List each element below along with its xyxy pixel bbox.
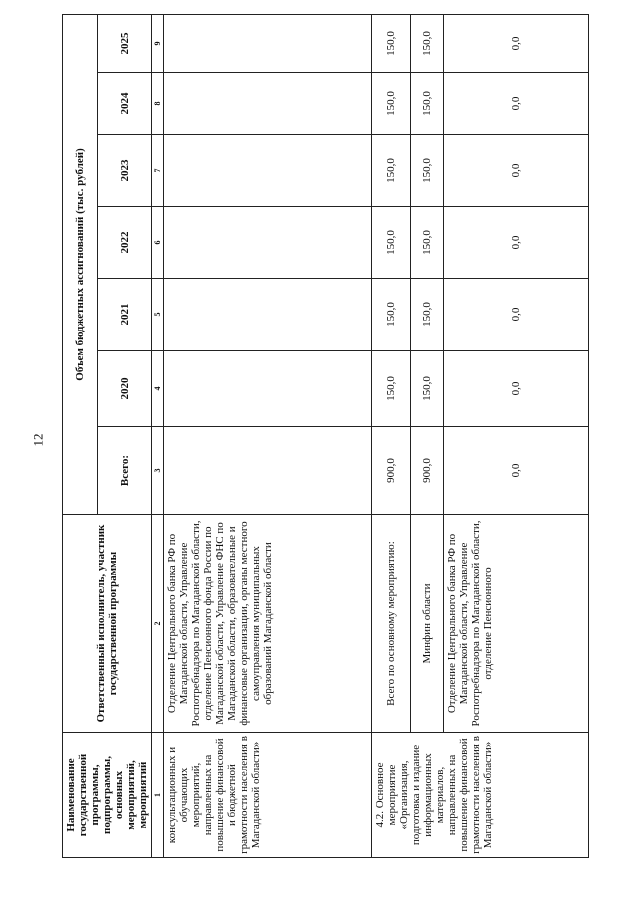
value-cell: 0,0 <box>444 207 589 279</box>
value-cell: 900,0 <box>372 427 411 515</box>
value-cell <box>164 427 372 515</box>
column-number: 2 <box>152 515 164 733</box>
value-cell: 0,0 <box>444 427 589 515</box>
header-year-2021: 2021 <box>98 279 152 351</box>
value-cell: 150,0 <box>372 135 411 207</box>
header-year-2025: 2025 <box>98 14 152 72</box>
value-cell: 900,0 <box>411 427 444 515</box>
value-cell: 150,0 <box>372 207 411 279</box>
executor-cell: Всего по основному мероприятию: <box>372 515 411 733</box>
value-cell: 150,0 <box>411 207 444 279</box>
value-cell: 150,0 <box>372 73 411 135</box>
executor-cell: Минфин области <box>411 515 444 733</box>
value-cell: 150,0 <box>372 279 411 351</box>
value-cell: 150,0 <box>411 351 444 427</box>
column-number: 6 <box>152 207 164 279</box>
table-row <box>411 14 444 857</box>
column-number: 7 <box>152 135 164 207</box>
header-year-2023: 2023 <box>98 135 152 207</box>
table-row <box>164 14 372 857</box>
column-number: 9 <box>152 14 164 72</box>
value-cell: 150,0 <box>411 14 444 72</box>
value-cell <box>164 207 372 279</box>
value-cell: 150,0 <box>411 135 444 207</box>
table-row <box>444 14 589 857</box>
activity-name: 4.2. Основное мероприятие «Организация, подготовка и издание информационных материалов, направленных на повышение финансовой грамотности населения в Магаданской области» <box>372 733 589 858</box>
column-number: 1 <box>152 733 164 858</box>
value-cell: 150,0 <box>372 14 411 72</box>
header-name: Наименование государственной программы, подпрограммы, основных мероприятий, мероприятий <box>63 733 152 858</box>
column-number: 3 <box>152 427 164 515</box>
value-cell: 0,0 <box>444 351 589 427</box>
header-executor: Ответственный исполнитель, участник государственной программы <box>63 515 152 733</box>
column-number: 5 <box>152 279 164 351</box>
header-budget-group: Объем бюджетных ассигнований (тыс. рублей) <box>63 14 98 514</box>
header-year-2024: 2024 <box>98 73 152 135</box>
value-cell: 150,0 <box>411 279 444 351</box>
value-cell <box>164 279 372 351</box>
value-cell: 0,0 <box>444 135 589 207</box>
value-cell: 0,0 <box>444 279 589 351</box>
value-cell <box>164 351 372 427</box>
table-row <box>372 14 411 857</box>
activity-name: консультационных и обучающих мероприятий, направленных на повышение финансовой и бюджетной грамотности населения в Магаданской области» <box>164 733 372 858</box>
page-number: 12 <box>30 433 45 447</box>
value-cell <box>164 135 372 207</box>
executor-cell: Отделение Центрального банка РФ по Магаданской области, Управление Роспотребнадзора по Магаданской области, отделение Пенсионного <box>444 515 589 733</box>
value-cell: 0,0 <box>444 14 589 72</box>
value-cell: 150,0 <box>411 73 444 135</box>
value-cell: 150,0 <box>372 351 411 427</box>
column-number: 4 <box>152 351 164 427</box>
value-cell <box>164 14 372 72</box>
executor-cell: Отделение Центрального банка РФ по Магаданской области, Управление Роспотребнадзора по Магаданской области, отделение Пенсионного фонда России по Магаданской области, Управление ФНС по Магаданской области, образовательные и финансовые организации, органы местного самоуправления муниципальных образований Магаданской области <box>164 515 372 733</box>
budget-table-sheet <box>62 15 573 858</box>
header-total: Всего: <box>98 427 152 515</box>
column-number: 8 <box>152 73 164 135</box>
header-year-2020: 2020 <box>98 351 152 427</box>
header-year-2022: 2022 <box>98 207 152 279</box>
value-cell <box>164 73 372 135</box>
budget-table <box>62 14 589 858</box>
value-cell: 0,0 <box>444 73 589 135</box>
